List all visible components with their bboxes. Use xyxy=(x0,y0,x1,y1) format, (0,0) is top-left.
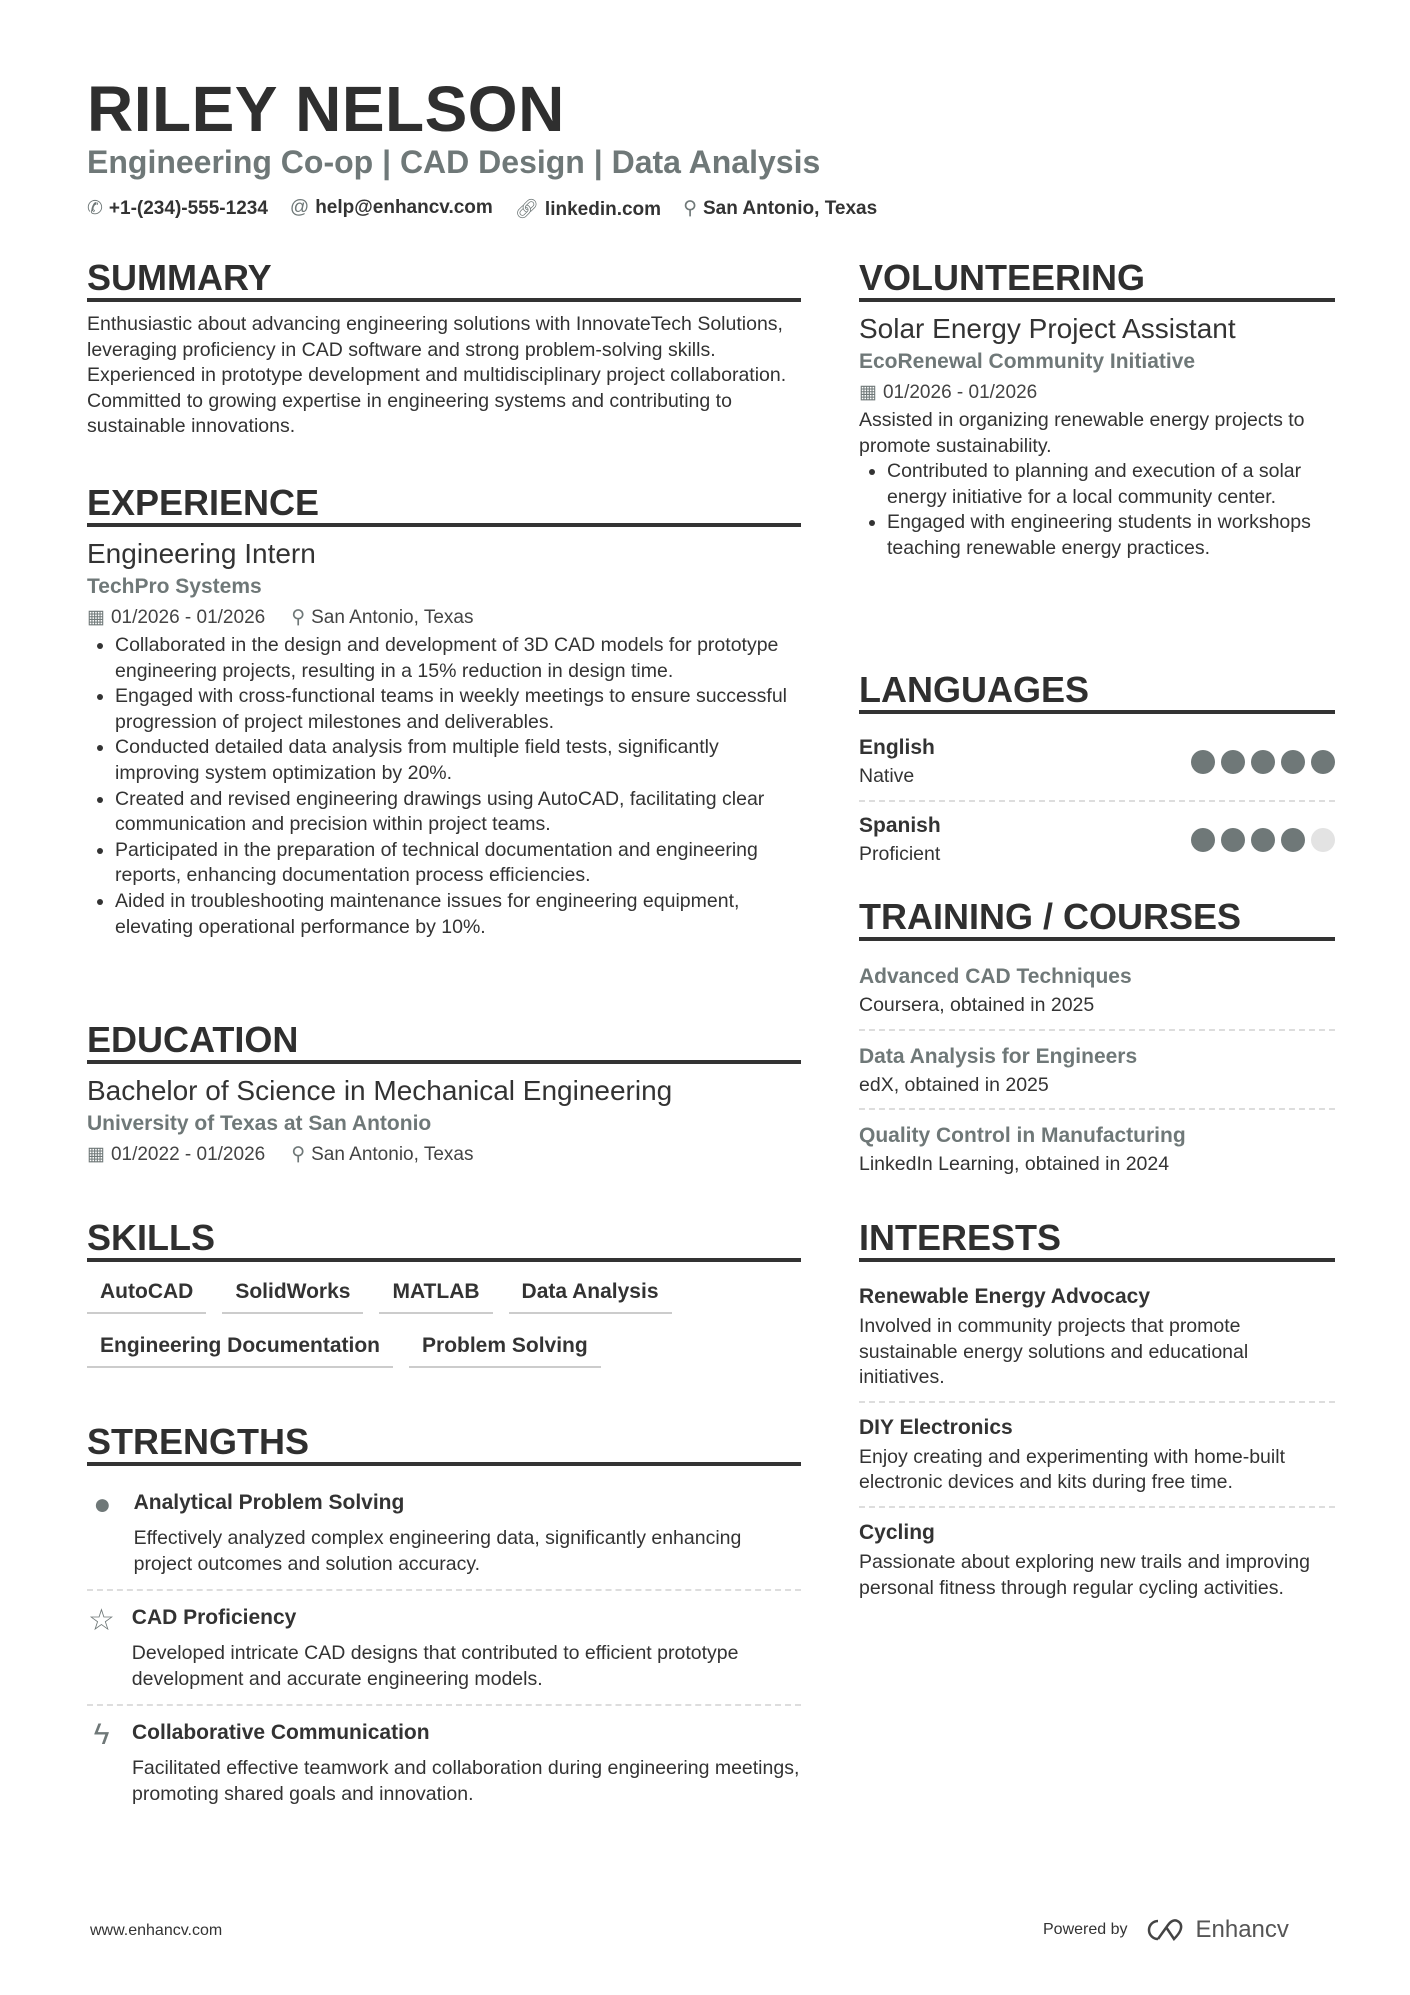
location-pin-icon: ⚲ xyxy=(683,198,697,219)
school-name: University of Texas at San Antonio xyxy=(87,1112,432,1135)
section-title: SUMMARY xyxy=(87,258,801,302)
star-icon: ☆ xyxy=(87,1604,115,1638)
volunteer-role: Solar Energy Project Assistant xyxy=(859,313,1236,344)
education-section xyxy=(87,1020,801,1170)
job-bullets xyxy=(115,633,801,940)
volunteering-section: VOLUNTEERING Solar Energy Project Assistant EcoRenewal Community Initiative ▦ 01/2026 - 01/2026 Assisted in organizing renewable energy projects to promote sustainability. • Contributed to planning and execution of a solar energy initiative for a local community center. • Engaged with engineering students in workshops teaching renewable energy practices. xyxy=(859,258,1335,562)
course-item: Quality Control in Manufacturing LinkedIn Learning, obtained in 2024 xyxy=(859,1124,1186,1176)
skill-tag: MATLAB xyxy=(379,1276,492,1314)
language-item: Spanish Proficient xyxy=(859,802,1335,878)
section-title: STRENGTHS xyxy=(87,1422,801,1466)
interest-item: Cycling Passionate about exploring new trails and improving personal fitness through regular cycling activities. xyxy=(859,1520,1310,1599)
rating-dot-filled xyxy=(1251,828,1275,852)
bullet: • Collaborated in the design and development of 3D CAD models for prototype engineering projects, resulting in a 15% reduction in design time. xyxy=(115,633,801,684)
section-title: SKILLS xyxy=(87,1218,801,1262)
rating-dot-filled xyxy=(1251,750,1275,774)
link-icon: 🔗︎ xyxy=(514,199,539,220)
contact-phone: ✆ +1-(234)-555-1234 xyxy=(87,198,268,219)
location-pin-icon: ⚲ xyxy=(291,607,306,628)
strengths-section xyxy=(87,1422,801,1820)
section-title: EDUCATION xyxy=(87,1020,801,1064)
bullet: • Engaged with engineering students in workshops teaching renewable energy practices. xyxy=(887,510,1335,561)
experience-section xyxy=(87,483,801,940)
rating-dot-filled xyxy=(1191,750,1215,774)
headline: Engineering Co-op | CAD Design | Data Analysis xyxy=(87,144,821,180)
lightning-icon: ϟ xyxy=(93,1718,110,1752)
skill-tag: AutoCAD xyxy=(87,1276,206,1314)
contact-email[interactable]: @ help@enhancv.com xyxy=(289,197,493,218)
head-icon: ● xyxy=(93,1488,112,1521)
skill-tags xyxy=(87,1276,801,1368)
phone-icon: ✆ xyxy=(87,198,103,219)
bullet: • Conducted detailed data analysis from multiple field tests, significantly improving system optimization by 20%. xyxy=(115,735,801,786)
skill-tag: SolidWorks xyxy=(222,1276,363,1314)
section-title: TRAINING / COURSES xyxy=(859,897,1335,941)
section-title: LANGUAGES xyxy=(859,670,1335,714)
job-title: Engineering Intern xyxy=(87,538,316,569)
course-item: Data Analysis for Engineers edX, obtained in 2025 xyxy=(859,1031,1335,1111)
contact-bar xyxy=(87,197,877,221)
calendar-icon: ▦ xyxy=(87,1144,105,1165)
strength-item: ● Analytical Problem Solving Effectively analyzed complex engineering data, significantly enhancing project outcomes and solution accuracy. xyxy=(87,1476,801,1591)
skill-tag: Engineering Documentation xyxy=(87,1330,393,1368)
summary-section xyxy=(87,258,801,440)
skill-tag: Data Analysis xyxy=(509,1276,672,1314)
rating-dot-filled xyxy=(1281,750,1305,774)
education-meta: ▦ 01/2022 - 01/2026 ⚲ San Antonio, Texas xyxy=(87,1144,474,1165)
summary-text: Enthusiastic about advancing engineering solutions with InnovateTech Solutions, leveraging proficiency in CAD software and strong problem-solving skills. Experienced in prototype development and multidisciplinary project collaboration. Committed to growing expertise in engineering systems and contributing to sustainable innovations. xyxy=(87,313,787,438)
job-meta: ▦ 01/2026 - 01/2026 ⚲ San Antonio, Texas xyxy=(87,607,474,628)
bullet: • Aided in troubleshooting maintenance issues for engineering equipment, elevating operational performance by 10%. xyxy=(115,889,801,940)
interests-section xyxy=(859,1218,1335,1611)
enhancv-logo-icon xyxy=(1144,1917,1188,1943)
training-section xyxy=(859,897,1335,1188)
rating-dot-filled xyxy=(1221,750,1245,774)
calendar-icon: ▦ xyxy=(87,607,105,628)
footer-branding: Powered by Enhancv xyxy=(1043,1916,1289,1943)
degree: Bachelor of Science in Mechanical Engineering xyxy=(87,1075,673,1106)
volunteer-text: Assisted in organizing renewable energy projects to promote sustainability. xyxy=(859,409,1305,457)
contact-linkedin[interactable]: 🔗︎ linkedin.com xyxy=(514,199,662,220)
rating-dot-filled xyxy=(1311,750,1335,774)
strength-item: ϟ Collaborative Communication Facilitated effective teamwork and collaboration during engineering meetings, promoting shared goals and innovation. xyxy=(87,1706,801,1819)
skills-section xyxy=(87,1218,801,1368)
section-title: EXPERIENCE xyxy=(87,483,801,527)
section-title: VOLUNTEERING xyxy=(859,258,1335,302)
candidate-name: RILEY NELSON xyxy=(87,73,565,145)
volunteer-bullets xyxy=(887,459,1335,561)
bullet: • Created and revised engineering drawings using AutoCAD, facilitating clear communication and precision within project teams. xyxy=(115,787,801,838)
rating-dot-filled xyxy=(1281,828,1305,852)
rating-dot-filled xyxy=(1221,828,1245,852)
rating-dot-empty xyxy=(1311,828,1335,852)
interest-item: Renewable Energy Advocacy Involved in community projects that promote sustainable energy solutions and educational initiatives. xyxy=(859,1272,1335,1403)
language-item: English Native xyxy=(859,724,1335,802)
bullet: • Engaged with cross-functional teams in weekly meetings to ensure successful progression of project milestones and deliverables. xyxy=(115,684,801,735)
company-name: TechPro Systems xyxy=(87,575,262,598)
rating-dot-filled xyxy=(1191,828,1215,852)
at-icon: @ xyxy=(289,197,310,218)
section-title: INTERESTS xyxy=(859,1218,1335,1262)
bullet: • Contributed to planning and execution of a solar energy initiative for a local community center. xyxy=(887,459,1335,510)
skill-tag: Problem Solving xyxy=(409,1330,601,1368)
interest-item: DIY Electronics Enjoy creating and experimenting with home-built electronic devices and kits during free time. xyxy=(859,1403,1335,1508)
enhancv-logo[interactable]: Enhancv xyxy=(1144,1916,1289,1944)
location-pin-icon: ⚲ xyxy=(291,1144,306,1165)
bullet: • Participated in the preparation of technical documentation and engineering reports, enhancing documentation process efficiencies. xyxy=(115,838,801,889)
strength-item: ☆ CAD Proficiency Developed intricate CAD designs that contributed to efficient prototype development and accurate engineering models. xyxy=(87,1591,801,1706)
contact-location: ⚲ San Antonio, Texas xyxy=(683,198,878,219)
languages-section xyxy=(859,670,1335,878)
course-item: Advanced CAD Techniques Coursera, obtained in 2025 xyxy=(859,951,1335,1031)
footer-website[interactable]: www.enhancv.com xyxy=(90,1922,223,1939)
rating-dots xyxy=(1191,750,1335,774)
rating-dots xyxy=(1191,828,1335,852)
calendar-icon: ▦ xyxy=(859,382,877,403)
volunteer-org: EcoRenewal Community Initiative xyxy=(859,350,1196,373)
